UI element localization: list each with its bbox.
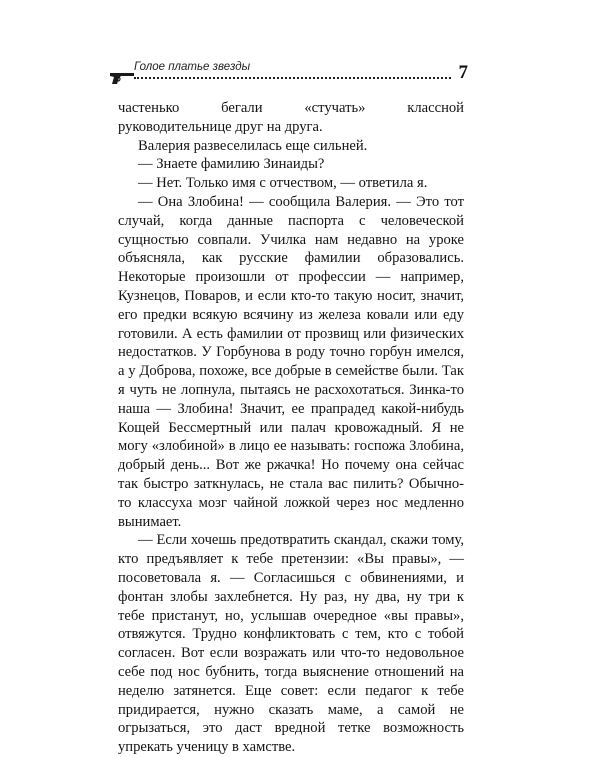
page-number: 7 (458, 62, 468, 83)
paragraph: — Если хочешь предотвратить скандал, скажи тому, кто предъявляет к тебе претензии: «Вы правы», — посоветовала я. — Согласишься с обвинениями, и фонтан злобы захлебнется. Ну раз, ну два, ну три к тебе пристанут, но, услышав очередное «вы правы», отвяжутся. Трудно конфликтовать с тем, кто с тобой согласен. Вот если возражать или что-то недовольное себе под нос бубнить, тогда выяснение отношений на неделю затянется. Еще совет: если педагог к тебе придирается, нужно сказать маме, а самой не огрызаться, это даст вредной тетке возможность упрекать ученицу в хамстве. (118, 532, 464, 756)
paragraph: — Она Злобина! — сообщила Валерия. — Это тот случай, когда данные паспорта с человеческой сущностью совпали. Училка нам недавно на уроке объясняла, как русские фамилии образовались. Некоторые произошли от профессии — например, Кузнецов, Поваров, и если кто-то такую носит, значит, его предки всякую всячину из железа ковали или еду готовили. А есть фамилии от прозвищ или физических недостатков. У Горбунова в роду точно горбун имелся, а у Доброва, похоже, все добрые в семействе были. Так я чуть не лопнула, пытаясь не расхохотаться. Зинка-то наша — Злобина! Значит, ее прапрадед какой-нибудь Кощей Бессмертный или палач кровожадный. Я не могу «злобиной» в лицо ее называть: госпожа Злобина, добрый день... Вот же ржачка! Но почему она сейчас так быстро заткнулась, не стала вас пилить? Обычно-то классуха мозг чайной ложкой через нос медленно вынимает. (118, 193, 464, 530)
running-header (108, 58, 473, 92)
paragraph: частенько бегали «стучать» классной руководительнице друг на друга. (118, 100, 464, 135)
dotted-rule (134, 77, 451, 79)
body-text (118, 99, 464, 757)
paragraph: — Знаете фамилию Зинаиды? (138, 156, 325, 173)
running-title: Голое платье звезды (134, 61, 251, 73)
paragraph: — Нет. Только имя с отчеством, — ответила я. (138, 175, 428, 192)
paragraph: Валерия развеселилась еще сильней. (138, 137, 368, 154)
